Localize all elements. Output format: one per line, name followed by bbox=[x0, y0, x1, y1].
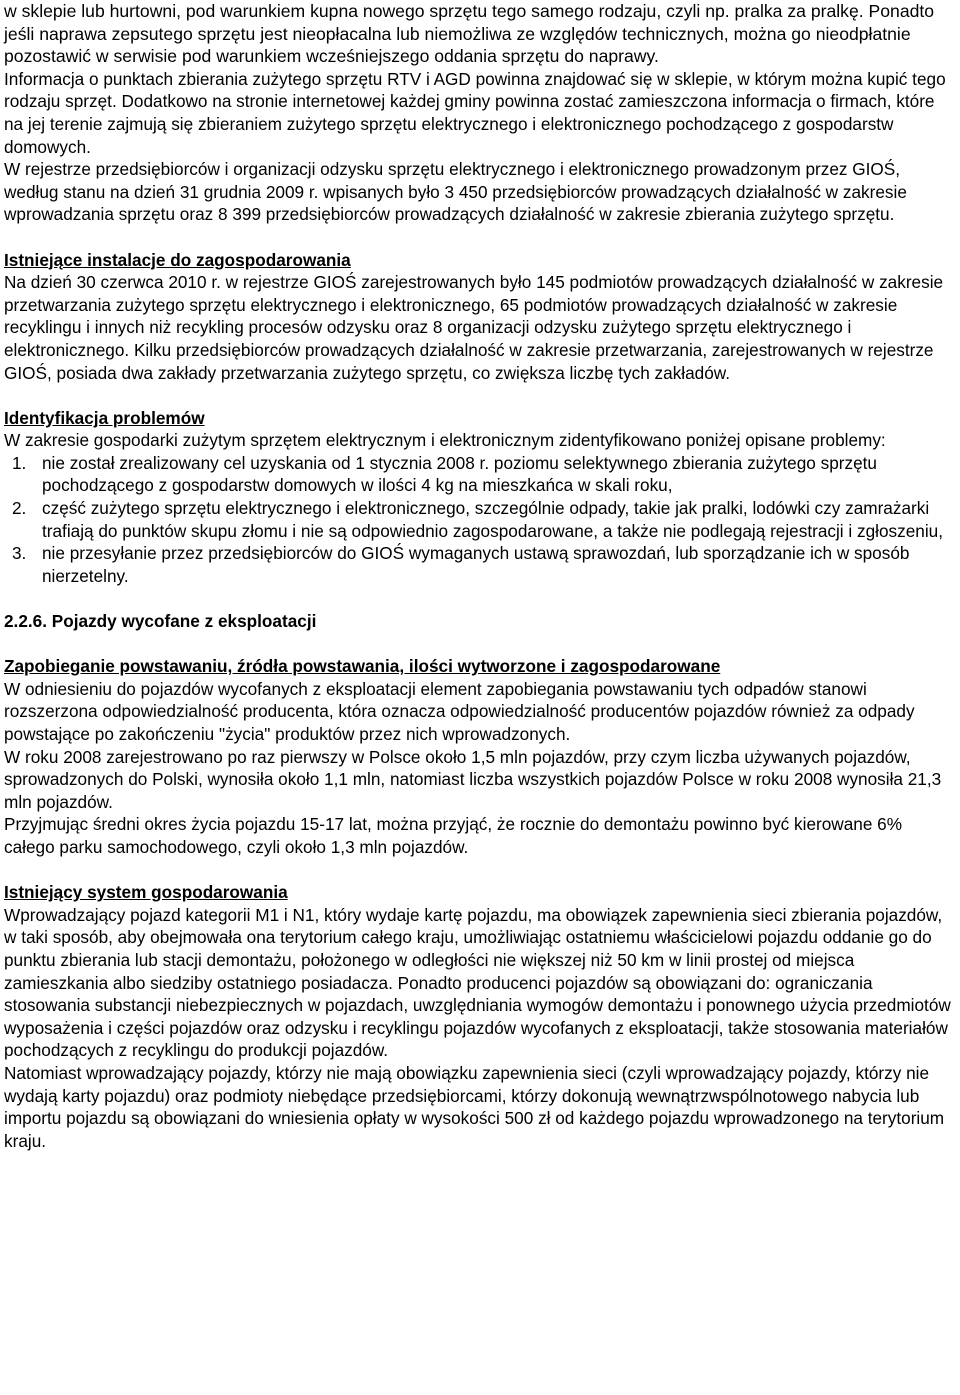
weee-intro-paragraph: w sklepie lub hurtowni, pod warunkiem kupna nowego sprzętu tego samego rodzaju, czyli np. pralka za pralkę. Ponadto jeśli naprawa zepsutego sprzętu jest nieopłacalna lub niemożliwa ze względów technicznych, można go nieodpłatnie pozostawić w serwisie pod warunkiem wcześniejszego oddania sprzętu do naprawy. bbox=[4, 1, 935, 67]
problems-list bbox=[4, 452, 956, 588]
prevention-paragraph: W roku 2008 zarejestrowano po raz pierwszy w Polsce około 1,5 mln pojazdów, przy czym liczba używanych pojazdów, sprowadzonych do Polski, wynosiła około 1,1 mln, natomiast liczba wszystkich pojazdów Polsce w roku 2008 wynosiła 21,3 mln pojazdów. bbox=[4, 746, 942, 812]
spacer bbox=[4, 859, 956, 882]
system-heading: Istniejący system gospodarowania bbox=[4, 882, 288, 903]
problems-intro: W zakresie gospodarki zużytym sprzętem elektrycznym i elektronicznym zidentyfikowano poniżej opisane problemy: bbox=[4, 430, 886, 451]
list-item bbox=[4, 452, 956, 497]
prevention-paragraph: Przyjmując średni okres życia pojazdu 15-17 lat, można przyjąć, że rocznie do demontażu powinno być kierowane 6% całego parku samochodowego, czyli około 1,3 mln pojazdów. bbox=[4, 814, 903, 857]
spacer bbox=[4, 633, 956, 656]
prevention-paragraph: W odniesieniu do pojazdów wycofanych z eksploatacji element zapobiegania powstawaniu tych odpadów stanowi rozszerzona odpowiedzialność producenta, która oznacza odpowiedzialność producentów pojazdów również za odpady powstające po zakończeniu "życia" produktów przez nich wprowadzonych. bbox=[4, 678, 915, 744]
list-item-text: nie został zrealizowany cel uzyskania od 1 stycznia 2008 r. poziomu selektywnego zbierania zużytego sprzętu pochodzącego z gospodarstw domowych w ilości 4 kg na mieszkańca w skali roku, bbox=[42, 452, 877, 496]
list-item-number: 3. bbox=[12, 543, 27, 564]
list-item bbox=[4, 497, 956, 542]
prevention-heading: Zapobieganie powstawaniu, źródła powstawania, ilości wytworzone i zagospodarowane bbox=[4, 656, 721, 677]
system-paragraph: Natomiast wprowadzający pojazdy, którzy nie mają obowiązku zapewnienia sieci (czyli wprowadzający pojazdy, którzy nie wydają karty pojazdu) oraz podmioty niebędące przedsiębiorcami, którzy dokonują wewnątrzwspólnotowego nabycia lub importu pojazdu są obowiązani do wniesienia opłaty w wysokości 500 zł od każdego pojazdu wprowadzonego na terytorium kraju. bbox=[4, 1062, 945, 1151]
spacer bbox=[4, 384, 956, 407]
problems-heading: Identyfikacja problemów bbox=[4, 407, 205, 428]
spacer bbox=[4, 226, 956, 249]
installations-heading: Istniejące instalacje do zagospodarowania bbox=[4, 249, 351, 270]
list-item-number: 1. bbox=[12, 452, 27, 473]
installations-paragraph: Na dzień 30 czerwca 2010 r. w rejestrze GIOŚ zarejestrowanych było 145 podmiotów prowadzących działalność w zakresie przetwarzania zużytego sprzętu elektrycznego i elektronicznego, 65 podmiotów prowadzących działalność w zakresie recyklingu i innych niż recykling procesów odzysku oraz 8 organizacji odzysku zużytego sprzętu elektrycznego i elektronicznego. Kilku przedsiębiorców prowadzących działalność w zakresie przetwarzania, zarejestrowanych w rejestrze GIOŚ, posiada dwa zakłady przetwarzania zużytego sprzętu, co zwiększa liczbę tych zakładów. bbox=[4, 272, 944, 383]
weee-registry-paragraph: W rejestrze przedsiębiorców i organizacji odzysku sprzętu elektrycznego i elektronicznego prowadzonym przez GIOŚ, według stanu na dzień 31 grudnia 2009 r. wpisanych było 3 450 przedsiębiorców prowadzących działalność w zakresie wprowadzania sprzętu oraz 8 399 przedsiębiorców prowadzących działalność w zakresie zbierania zużytego sprzętu. bbox=[4, 159, 907, 225]
list-item-text: część zużytego sprzętu elektrycznego i elektronicznego, szczególnie odpady, takie jak pralki, lodówki czy zamrażarki trafiają do punktów skupu złomu i nie są odpowiednio zagospodarowane, a także nie podlegają rejestracji i zgłoszeniu, bbox=[42, 498, 943, 541]
list-item-text: nie przesyłanie przez przedsiębiorców do GIOŚ wymaganych ustawą sprawozdań, lub sporządzanie ich w sposób nierzetelny. bbox=[42, 543, 910, 586]
weee-info-paragraph: Informacja o punktach zbierania zużytego sprzętu RTV i AGD powinna znajdować się w sklepie, w którym można kupić tego rodzaju sprzęt. Dodatkowo na stronie internetowej każdej gminy powinna zostać zamieszczona informacja o firmach, które na jej terenie zajmują się zbieraniem zużytego sprzętu elektrycznego i elektronicznego pochodzącego z gospodarstw domowych. bbox=[4, 68, 946, 157]
list-item-number: 2. bbox=[12, 498, 27, 519]
system-paragraph: Wprowadzający pojazd kategorii M1 i N1, który wydaje kartę pojazdu, ma obowiązek zapewnienia sieci zbierania pojazdów, w taki sposób, aby obejmowała ona terytorium całego kraju, umożliwiając ostatniemu właścicielowi pojazdu oddanie go do punktu zbierania lub stacji demontażu, położonego w odległości nie większej niż 50 km w linii prostej od miejsca zamieszkania albo siedziby ostatniego posiadacza. Ponadto producenci pojazdów są obowiązani do: ograniczania stosowania substancji niebezpiecznych w pojazdach, uwzględniania wymogów demontażu i ponownego użycia przedmiotów wyposażenia i części pojazdów oraz odzysku i recyklingu pojazdów wycofanych z eksploatacji, także stosowania materiałów pochodzących z recyklingu do produkcji pojazdów. bbox=[4, 904, 951, 1061]
document-page bbox=[4, 0, 956, 1152]
section-title: 2.2.6. Pojazdy wycofane z eksploatacji bbox=[4, 611, 317, 632]
spacer bbox=[4, 587, 956, 610]
list-item bbox=[4, 542, 956, 587]
